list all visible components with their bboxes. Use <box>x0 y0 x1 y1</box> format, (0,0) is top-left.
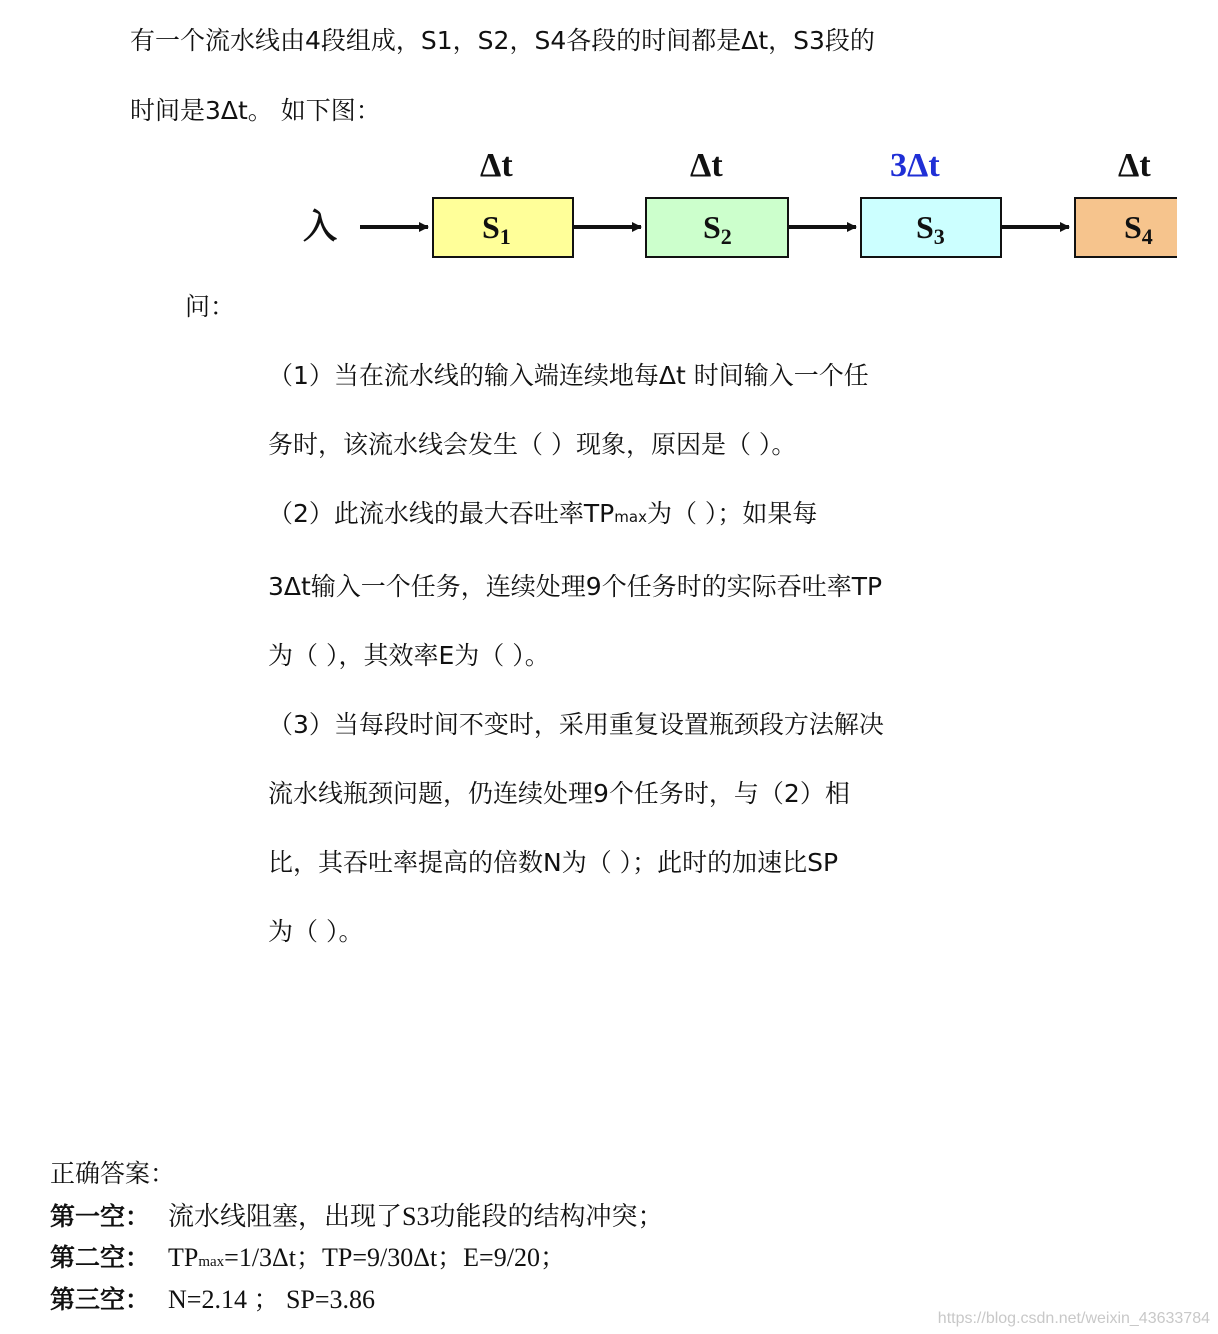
stage-2-time: Δt <box>690 147 723 184</box>
stage-4-label: S4 <box>1124 209 1153 249</box>
stage-1-time: Δt <box>480 147 513 184</box>
q3-line-4: 为（ ）。 <box>268 917 364 946</box>
q3-line-3: 比，其吞吐率提高的倍数N为（ ）；此时的加速比SP <box>268 848 839 877</box>
q2-line-3: 为（ ），其效率E为（ ）。 <box>268 641 550 670</box>
answer-2 <box>50 1241 566 1279</box>
q2-line-1: （2）此流水线的最大吞吐率TPmax为（ ）；如果每 <box>268 499 818 528</box>
intro-line-2: 时间是3Δt。 如下图： <box>130 96 381 125</box>
stage-2-label: S2 <box>703 209 732 249</box>
stage-4-time: Δt <box>1118 147 1151 184</box>
q3-line-1: （3）当每段时间不变时，采用重复设置瓶颈段方法解决 <box>268 710 884 739</box>
input-label: 入 <box>303 209 337 246</box>
answer-3 <box>50 1283 375 1317</box>
pipeline-diagram <box>0 138 1218 268</box>
q3-line-2: 流水线瓶颈问题，仍连续处理9个任务时，与（2）相 <box>268 779 850 808</box>
question-ask: 问： <box>185 292 236 321</box>
q1-line-2: 务时，该流水线会发生（ ）现象，原因是（ ）。 <box>268 430 797 459</box>
answer-2-value: TPmax=1/3Δt；TP=9/30Δt；E=9/20； <box>168 1243 566 1272</box>
answer-1 <box>50 1200 663 1234</box>
stage-1-label: S1 <box>482 209 511 249</box>
answer-1-value: 流水线阻塞，出现了S3功能段的结构冲突； <box>168 1202 664 1231</box>
diagram-crop-mask <box>1177 193 1218 263</box>
answer-2-label: 第二空： <box>50 1243 151 1272</box>
stage-3-time: 3Δt <box>890 147 940 184</box>
stage-3-label: S3 <box>916 209 945 249</box>
answer-3-label: 第三空： <box>50 1285 151 1314</box>
answer-1-label: 第一空： <box>50 1202 151 1231</box>
answers-header: 正确答案： <box>50 1159 176 1188</box>
answer-3-value: N=2.14 ； SP=3.86 <box>168 1285 376 1314</box>
q1-line-1: （1）当在流水线的输入端连续地每Δt 时间输入一个任 <box>268 361 869 390</box>
watermark: https://blog.csdn.net/weixin_43633784 <box>937 1310 1210 1327</box>
q2-line-2: 3Δt输入一个任务，连续处理9个任务时的实际吞吐率TP <box>268 572 883 601</box>
intro-line-1: 有一个流水线由4段组成，S1，S2，S4各段的时间都是Δt，S3段的 <box>130 26 875 55</box>
